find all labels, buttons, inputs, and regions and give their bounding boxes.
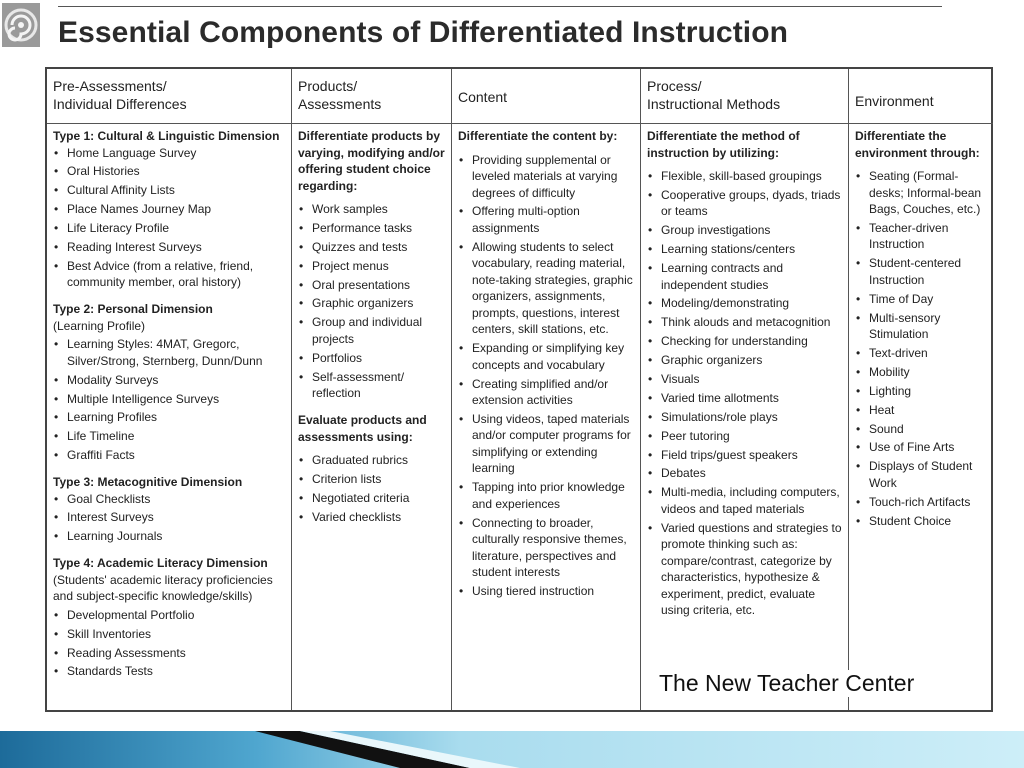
column-header: [47, 69, 291, 124]
section-heading: Type 1: Cultural & Linguistic Dimension: [53, 129, 280, 143]
section-heading: Differentiate the environment through:: [855, 129, 980, 160]
column-header: [452, 69, 640, 124]
components-table: [45, 67, 993, 712]
list-item: • Portfolios: [298, 350, 445, 367]
list-item: • Lighting: [855, 383, 987, 400]
list-item: • Teacher-driven Instruction: [855, 220, 987, 253]
list-item: • Cooperative groups, dyads, triads or teams: [647, 187, 842, 220]
list-item: • Work samples: [298, 201, 445, 218]
list-item: • Criterion lists: [298, 471, 445, 488]
list-item: • Field trips/guest speakers: [647, 447, 842, 464]
list-item: • Expanding or simplifying key concepts and vocabulary: [458, 340, 634, 373]
list-item: • Connecting to broader, culturally responsive themes, literature, perspectives and student interests: [458, 515, 634, 581]
section-subheading: (Students' academic literacy proficiencies and subject-specific knowledge/skills): [53, 572, 273, 604]
bullet-list: [458, 152, 634, 600]
list-item: • Oral presentations: [298, 277, 445, 294]
list-item: • Visuals: [647, 371, 842, 388]
list-item: • Graphic organizers: [298, 295, 445, 312]
header-line: Instructional Methods: [647, 96, 781, 112]
column-header: [641, 69, 848, 124]
list-item: • Touch-rich Artifacts: [855, 494, 987, 511]
list-item: • Multiple Intelligence Surveys: [53, 391, 285, 408]
list-item: • Self-assessment/ reflection: [298, 369, 445, 402]
header-line: Individual Differences: [53, 96, 187, 112]
header-line: Process/: [647, 78, 702, 94]
column-content: [452, 69, 641, 710]
list-item: • Oral Histories: [53, 163, 285, 180]
section-heading: Differentiate products by varying, modifying and/or offering student choice regarding:: [298, 129, 445, 193]
list-item: • Student-centered Instruction: [855, 255, 987, 288]
list-item: • Reading Interest Surveys: [53, 239, 285, 256]
list-item: • Mobility: [855, 364, 987, 381]
column-body: [452, 124, 640, 600]
bullet-list: [855, 168, 987, 529]
list-item: • Heat: [855, 402, 987, 419]
list-item: • Peer tutoring: [647, 428, 842, 445]
list-item: • Using videos, taped materials and/or computer programs for simplifying or extending learning: [458, 411, 634, 477]
list-item: • Performance tasks: [298, 220, 445, 237]
header-line: Products/: [298, 78, 358, 94]
list-item: • Simulations/role plays: [647, 409, 842, 426]
list-item: • Home Language Survey: [53, 145, 285, 162]
section-heading: Differentiate the method of instruction by utilizing:: [647, 129, 800, 160]
list-item: • Life Timeline: [53, 428, 285, 445]
section-heading: Type 3: Metacognitive Dimension: [53, 475, 243, 490]
column-environment: [849, 69, 993, 710]
spiral-logo-icon: [2, 3, 40, 47]
column-body: [641, 124, 848, 619]
header-line: Pre-Assessments/: [53, 78, 167, 94]
list-item: • Think alouds and metacognition: [647, 314, 842, 331]
list-item: • Modeling/demonstrating: [647, 295, 842, 312]
list-item: • Sound: [855, 421, 987, 438]
list-item: • Life Literacy Profile: [53, 220, 285, 237]
list-item: • Best Advice (from a relative, friend, community member, oral history): [53, 258, 285, 291]
list-item: • Varied time allotments: [647, 390, 842, 407]
list-item: • Learning Journals: [53, 528, 285, 545]
list-item: • Displays of Student Work: [855, 458, 987, 491]
list-item: • Standards Tests: [53, 663, 285, 680]
header-line: Assessments: [298, 96, 382, 112]
list-item: • Goal Checklists: [53, 491, 285, 508]
section-heading: Evaluate products and assessments using:: [298, 413, 427, 444]
list-item: • Debates: [647, 465, 842, 482]
list-item: • Multi-sensory Stimulation: [855, 310, 987, 343]
bullet-list: [53, 336, 285, 463]
bullet-list: [298, 452, 445, 525]
list-item: • Learning Profiles: [53, 409, 285, 426]
list-item: • Varied questions and strategies to promote thinking such as: compare/contrast, categorize by characteristics, hypothesize & experiment, predict, evaluate using criteria, etc.: [647, 520, 842, 619]
list-item: • Student Choice: [855, 513, 987, 530]
section-subheading: (Learning Profile): [53, 318, 146, 333]
list-item: • Varied checklists: [298, 509, 445, 526]
list-item: • Learning stations/centers: [647, 241, 842, 258]
list-item: • Providing supplemental or leveled materials at varying degrees of difficulty: [458, 152, 634, 202]
list-item: • Reading Assessments: [53, 645, 285, 662]
list-item: • Learning contracts and independent studies: [647, 260, 842, 293]
header-line: Content: [458, 89, 508, 105]
bullet-list: [53, 491, 285, 545]
column-process: [641, 69, 849, 710]
bullet-list: [647, 168, 842, 619]
list-item: • Modality Surveys: [53, 372, 285, 389]
column-body: [849, 124, 993, 529]
top-rule: [58, 6, 942, 7]
list-item: • Graphic organizers: [647, 352, 842, 369]
section-heading: Type 4: Academic Literacy Dimension: [53, 556, 268, 571]
footer-decoration: [0, 731, 1024, 768]
column-pre-assessments: [47, 69, 292, 710]
column-body: [292, 124, 451, 525]
list-item: • Creating simplified and/or extension activities: [458, 376, 634, 409]
list-item: • Group investigations: [647, 222, 842, 239]
column-body: [47, 124, 291, 680]
header-line: Environment: [855, 93, 934, 109]
list-item: • Skill Inventories: [53, 626, 285, 643]
list-item: • Group and individual projects: [298, 314, 445, 347]
list-item: • Learning Styles: 4MAT, Gregorc, Silver/Strong, Sternberg, Dunn/Dunn: [53, 336, 285, 369]
bullet-list: [298, 201, 445, 402]
list-item: • Time of Day: [855, 291, 987, 308]
list-item: • Graduated rubrics: [298, 452, 445, 469]
list-item: • Allowing students to select vocabulary, reading material, note-taking strategies, graphic organizers, assignments, prompts, questions, interest centers, skill stations, etc.: [458, 239, 634, 338]
list-item: • Graffiti Facts: [53, 447, 285, 464]
list-item: • Place Names Journey Map: [53, 201, 285, 218]
list-item: • Tapping into prior knowledge and experiences: [458, 479, 634, 512]
list-item: • Checking for understanding: [647, 333, 842, 350]
list-item: • Offering multi-option assignments: [458, 203, 634, 236]
section-heading: Differentiate the content by:: [458, 129, 618, 143]
source-credit: The New Teacher Center: [659, 670, 915, 696]
page-title: Essential Components of Differentiated Instruction: [58, 16, 789, 49]
list-item: • Text-driven: [855, 345, 987, 362]
list-item: • Cultural Affinity Lists: [53, 182, 285, 199]
bullet-list: [53, 145, 285, 291]
list-item: • Project menus: [298, 258, 445, 275]
section-heading: Type 2: Personal Dimension: [53, 302, 213, 317]
column-products: [292, 69, 452, 710]
list-item: • Quizzes and tests: [298, 239, 445, 256]
list-item: • Developmental Portfolio: [53, 607, 285, 624]
list-item: • Seating (Formal-desks; Informal-bean Bags, Couches, etc.): [855, 168, 987, 218]
list-item: • Flexible, skill-based groupings: [647, 168, 842, 185]
bullet-list: [53, 607, 285, 680]
list-item: • Using tiered instruction: [458, 583, 634, 600]
column-header: [849, 69, 993, 124]
list-item: • Interest Surveys: [53, 509, 285, 526]
column-header: [292, 69, 451, 124]
list-item: • Multi-media, including computers, videos and taped materials: [647, 484, 842, 517]
list-item: • Negotiated criteria: [298, 490, 445, 507]
list-item: • Use of Fine Arts: [855, 439, 987, 456]
